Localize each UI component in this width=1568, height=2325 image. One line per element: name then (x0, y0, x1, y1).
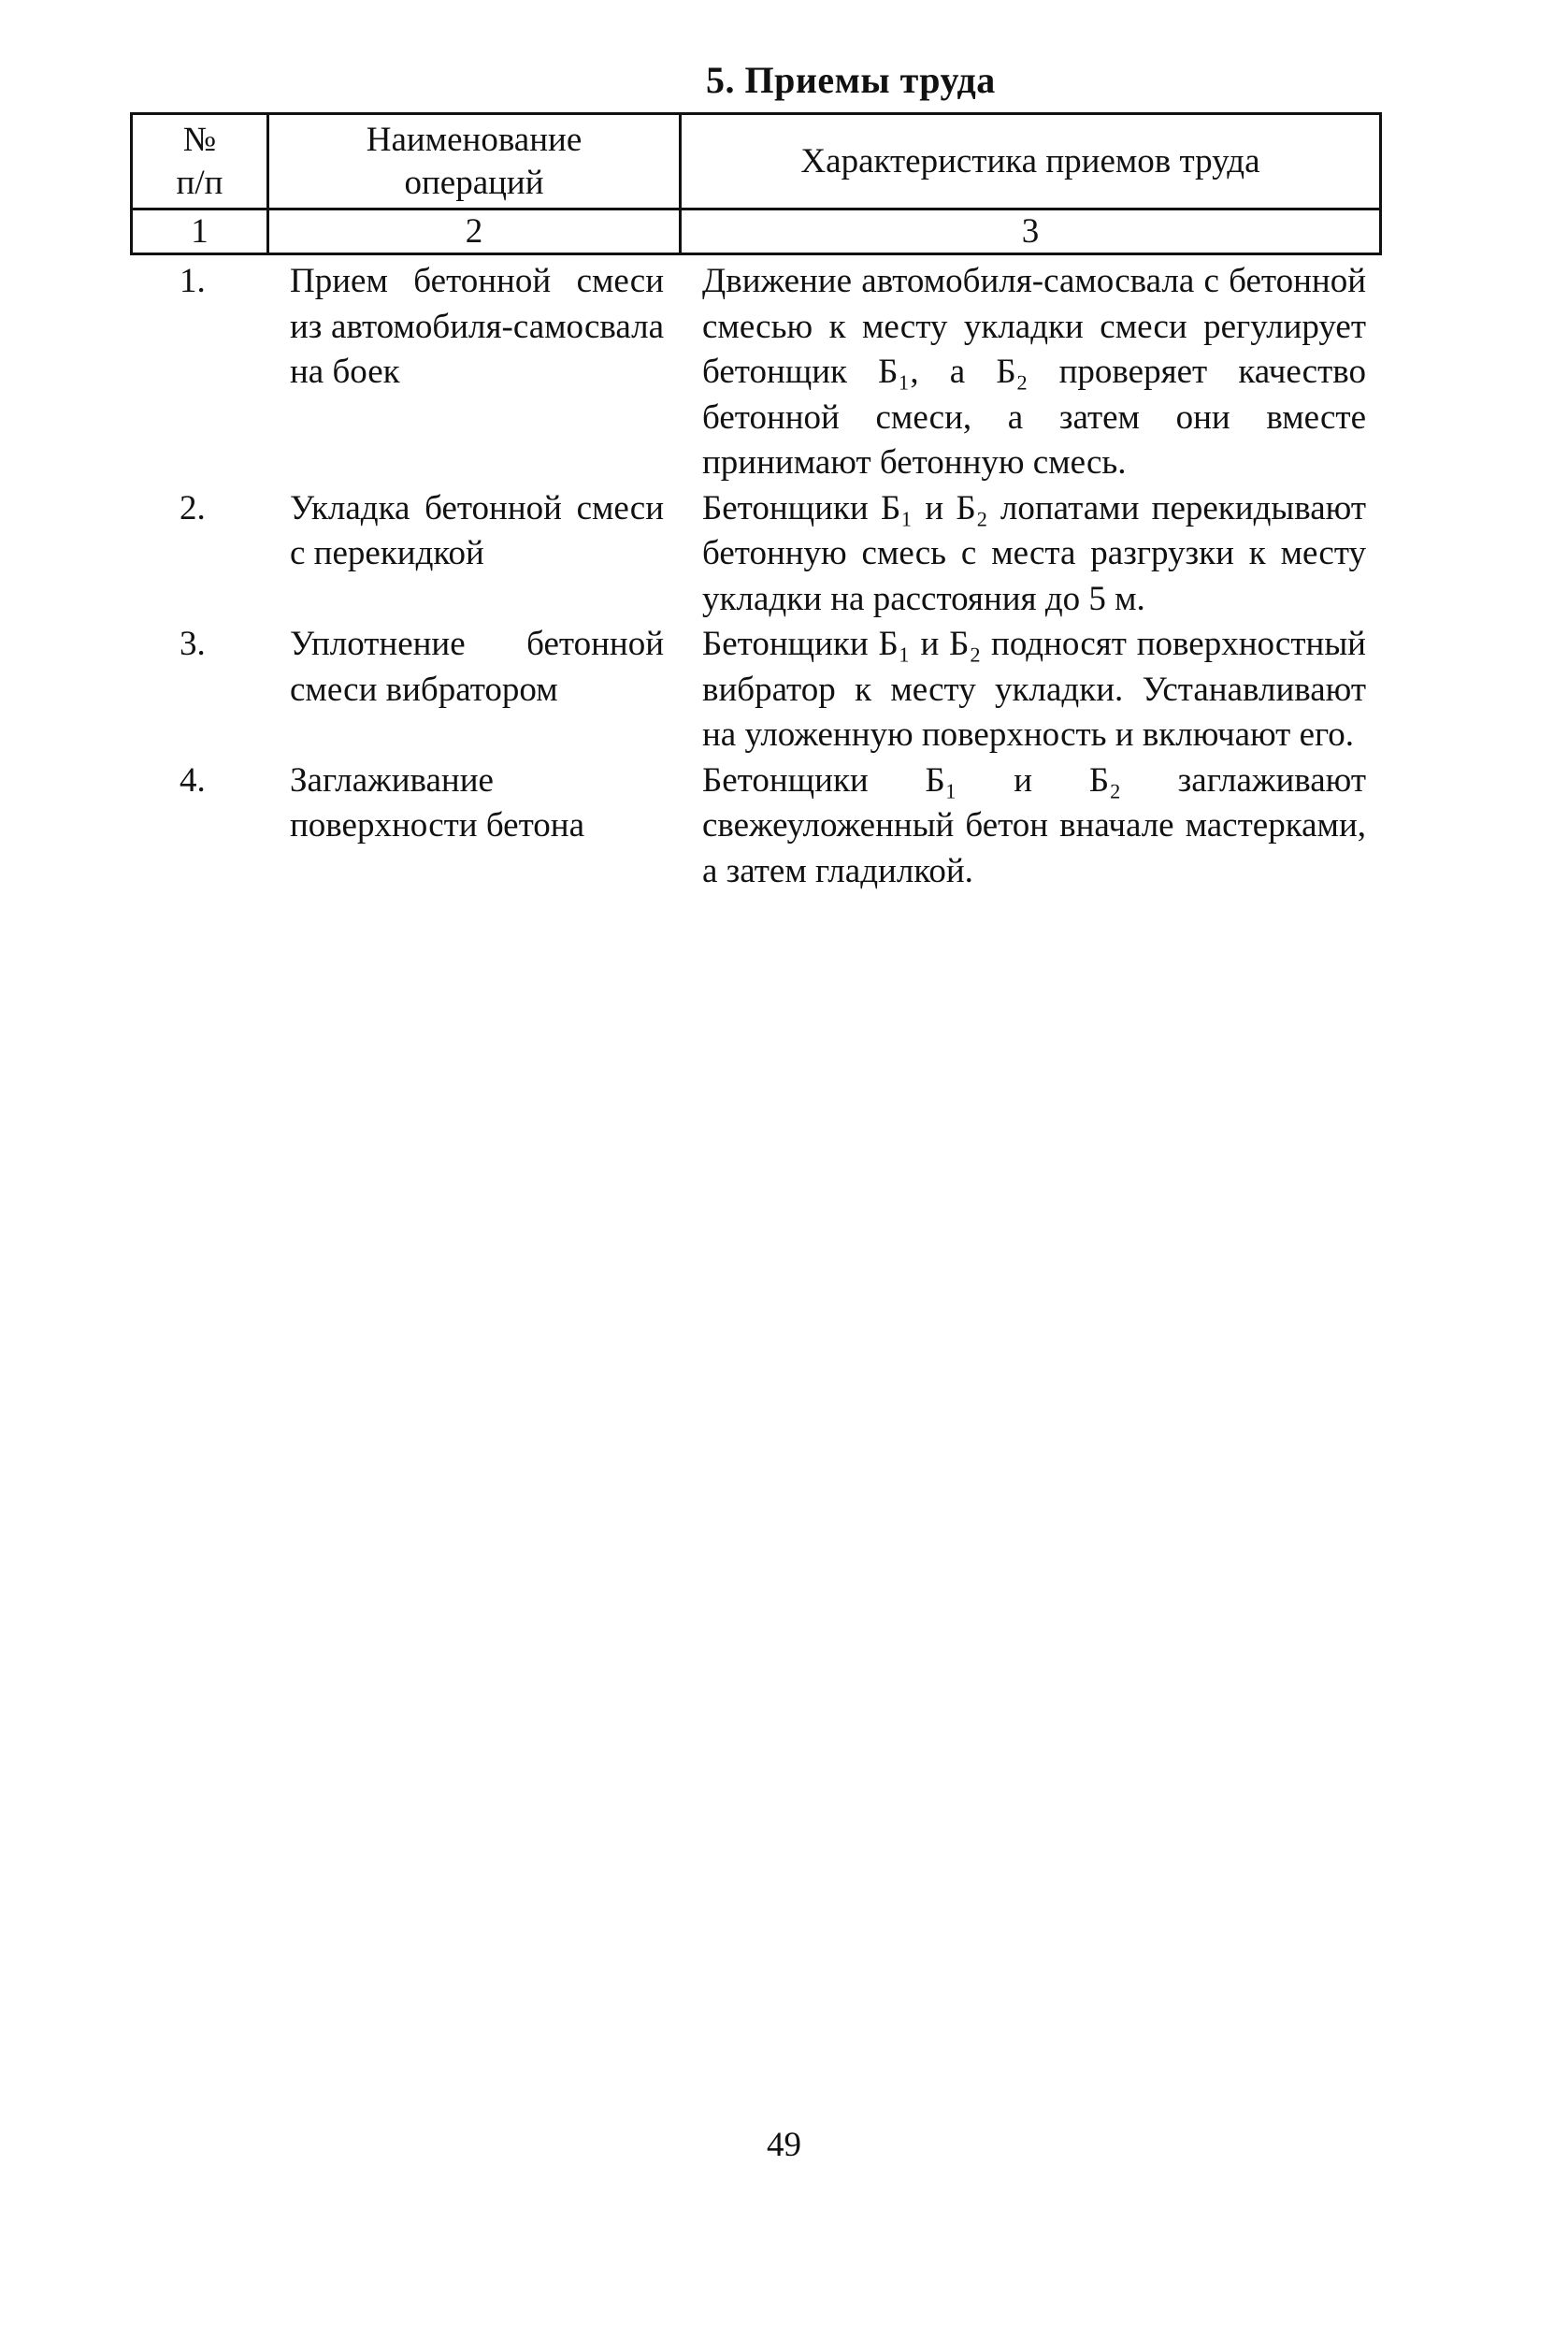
operations-list (130, 259, 1379, 894)
column-number-3: 3 (681, 209, 1381, 254)
operations-table-header (130, 112, 1382, 255)
header-cell-operation-name: Наименование операций (268, 114, 681, 209)
operation-description: Движение автомобиля-самосвала с бетонной смесью к месту укладки смеси регулирует бетонщик Б₁, а Б₂ проверяет качество бетонной смеси, а затем они вместе принимают бетонную смесь. (702, 262, 1366, 482)
column-number-row (132, 209, 1381, 254)
operation-name: Укладка бетонной смеси с перекидкой (290, 488, 664, 572)
column-number-2: 2 (268, 209, 681, 254)
table-row (130, 486, 1379, 623)
column-number-1: 1 (132, 209, 268, 254)
row-number: 2. (180, 488, 206, 527)
header-cell-characteristics: Характеристика приемов труда (681, 114, 1381, 209)
operation-name: Заглаживание поверхности бетона (290, 760, 585, 845)
row-number: 4. (180, 760, 206, 800)
operation-description: Бетонщики Б₁ и Б₂ подносят поверхностный вибратор к месту укладки. Устанавливают на уложенную поверхность и включают его. (702, 625, 1366, 754)
header-row (132, 114, 1381, 209)
table-row (130, 259, 1379, 486)
operation-name: Уплотнение бетонной смеси вибратором (290, 625, 664, 709)
row-number: 1. (180, 262, 206, 300)
row-number: 3. (180, 625, 206, 663)
operation-name: Прием бетонной смеси из автомобиля-самосвала на боек (290, 262, 664, 391)
table-row (130, 758, 1379, 895)
table-row (130, 622, 1379, 758)
page-number: 49 (767, 2126, 801, 2164)
header-cell-number: № п/п (132, 114, 268, 209)
operation-description: Бетонщики Б₁ и Б₂ заглаживают свежеуложенный бетон вначале мастерками, а затем гладилкой. (702, 760, 1366, 890)
operation-description: Бетонщики Б₁ и Б₂ лопатами перекидывают бетонную смесь с места разгрузки к месту укладки на расстояния до 5 м. (702, 488, 1366, 618)
section-title: 5. Приемы труда (706, 59, 996, 101)
